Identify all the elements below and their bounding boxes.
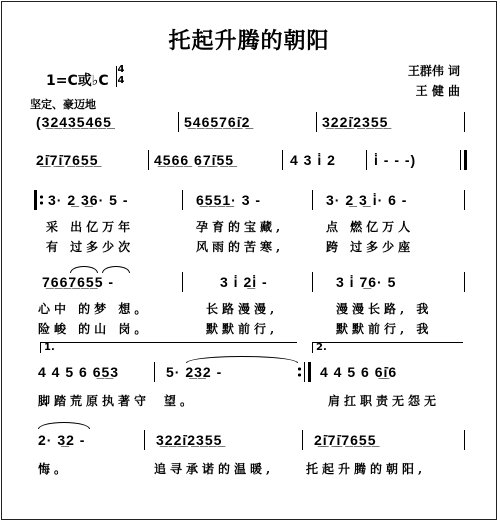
- barline: [464, 272, 465, 292]
- staff-system-5: [36, 360, 472, 384]
- barline: [178, 112, 179, 132]
- barline: [464, 190, 465, 210]
- measure: 2̲i̲̇7̲i̲̇7̲6̲5̲5̲: [314, 432, 377, 448]
- repeat-dots: [40, 194, 43, 206]
- measure: i̇ - - -): [374, 152, 417, 168]
- barline: [460, 150, 461, 170]
- measure: 2· 3̲2 -: [38, 432, 86, 448]
- volta-second-ending: 2.: [312, 342, 463, 353]
- measure: 3̲2̲2̲i̲̇2̲3̲5̲5̲: [156, 432, 223, 448]
- volta-first-ending: 1.: [40, 342, 297, 353]
- measure: 6̲5̲5̲1̲· 3 -: [196, 192, 262, 208]
- barline: [182, 190, 183, 210]
- lyricist-credit: 王群伟 词: [407, 64, 460, 78]
- repeat-end-barline: [308, 362, 311, 382]
- score-page: [1, 1, 497, 520]
- barline: [144, 430, 145, 450]
- final-barline: [464, 150, 467, 170]
- barline: [312, 272, 313, 292]
- barline: [316, 112, 317, 132]
- measure: 5̲4̲6̲5̲7̲6̲i̲̇2̲: [184, 114, 251, 130]
- repeat-start-barline: [34, 190, 37, 210]
- measure: 3· 2̲ 3̲6· 5 -: [48, 192, 129, 208]
- barline: [302, 430, 303, 450]
- barline: [464, 112, 465, 132]
- measure: 3· 2̲ 3̲ i̇· 6 -: [326, 192, 408, 208]
- staff-system-6: [36, 428, 472, 452]
- lyric-line: 脚踏荒原执著守 望。 肩扛职责无怨无: [38, 394, 441, 408]
- lyric-line: 悔。 追寻承诺的温暖, 托起升腾的朝阳,: [38, 462, 427, 476]
- staff-system-3: [36, 188, 472, 212]
- measure: 4 4 5 6 6̲5̲3: [38, 364, 120, 380]
- repeat-dots: [298, 366, 301, 378]
- measure: 4 4 5 6 6̲i̲̇6: [320, 364, 398, 380]
- barline: [282, 150, 283, 170]
- time-signature: [116, 64, 126, 86]
- barline: [464, 430, 465, 450]
- measure: 4 3 i̇ 2: [290, 152, 336, 168]
- measure: 4̲5̲6̲6̲ 6̲7̲i̲̇5̲5̲: [154, 152, 235, 168]
- lyric-line: 采 出亿万年 孕育的宝藏, 点 燃亿万人: [46, 220, 415, 234]
- lyric-line: 险峻 的山 岗。 默默前行, 默默前行, 我: [38, 322, 433, 336]
- measure: 3 i̇ 2̲i̇ -: [220, 274, 268, 290]
- staff-system-4: [36, 270, 472, 294]
- lyric-line: 心中 的梦 想。 长路漫漫, 漫漫长路, 我: [38, 302, 433, 316]
- barline: [366, 150, 367, 170]
- measure: (3̲2̲4̲3̲5̲4̲6̲5̲: [36, 114, 112, 130]
- barline: [154, 362, 155, 382]
- staff-system-1: [36, 110, 472, 134]
- measure: 5· 2̲3̲2 -: [166, 364, 223, 380]
- meter-top: 4: [117, 64, 125, 75]
- measure: 3̲2̲2̲i̲̇2̲3̲5̲5̲: [322, 114, 389, 130]
- lyric-line: 有 过多少次 风雨的苦寒, 跨 过多少座: [46, 240, 415, 254]
- barline: [312, 190, 313, 210]
- key-signature: 1=C或♭C: [46, 73, 109, 89]
- meter-bar: [116, 66, 117, 87]
- tempo-marking: 坚定、豪迈地: [30, 98, 96, 111]
- measure: 2̲i̲̇7̲i̲̇7̲6̲5̲5̲: [36, 152, 99, 168]
- song-title: 托起升腾的朝阳: [168, 29, 330, 54]
- barline: [182, 272, 183, 292]
- composer-credit: 王 健 曲: [415, 84, 460, 98]
- barline: [148, 150, 149, 170]
- barline: [304, 362, 305, 382]
- meter-bottom: 4: [117, 75, 125, 86]
- measure: 3 i̇ 7̲6· 5: [336, 274, 397, 290]
- staff-system-2: [36, 148, 472, 172]
- measure: 7̲6̲6̲7̲6̲5̲5 -: [42, 274, 115, 290]
